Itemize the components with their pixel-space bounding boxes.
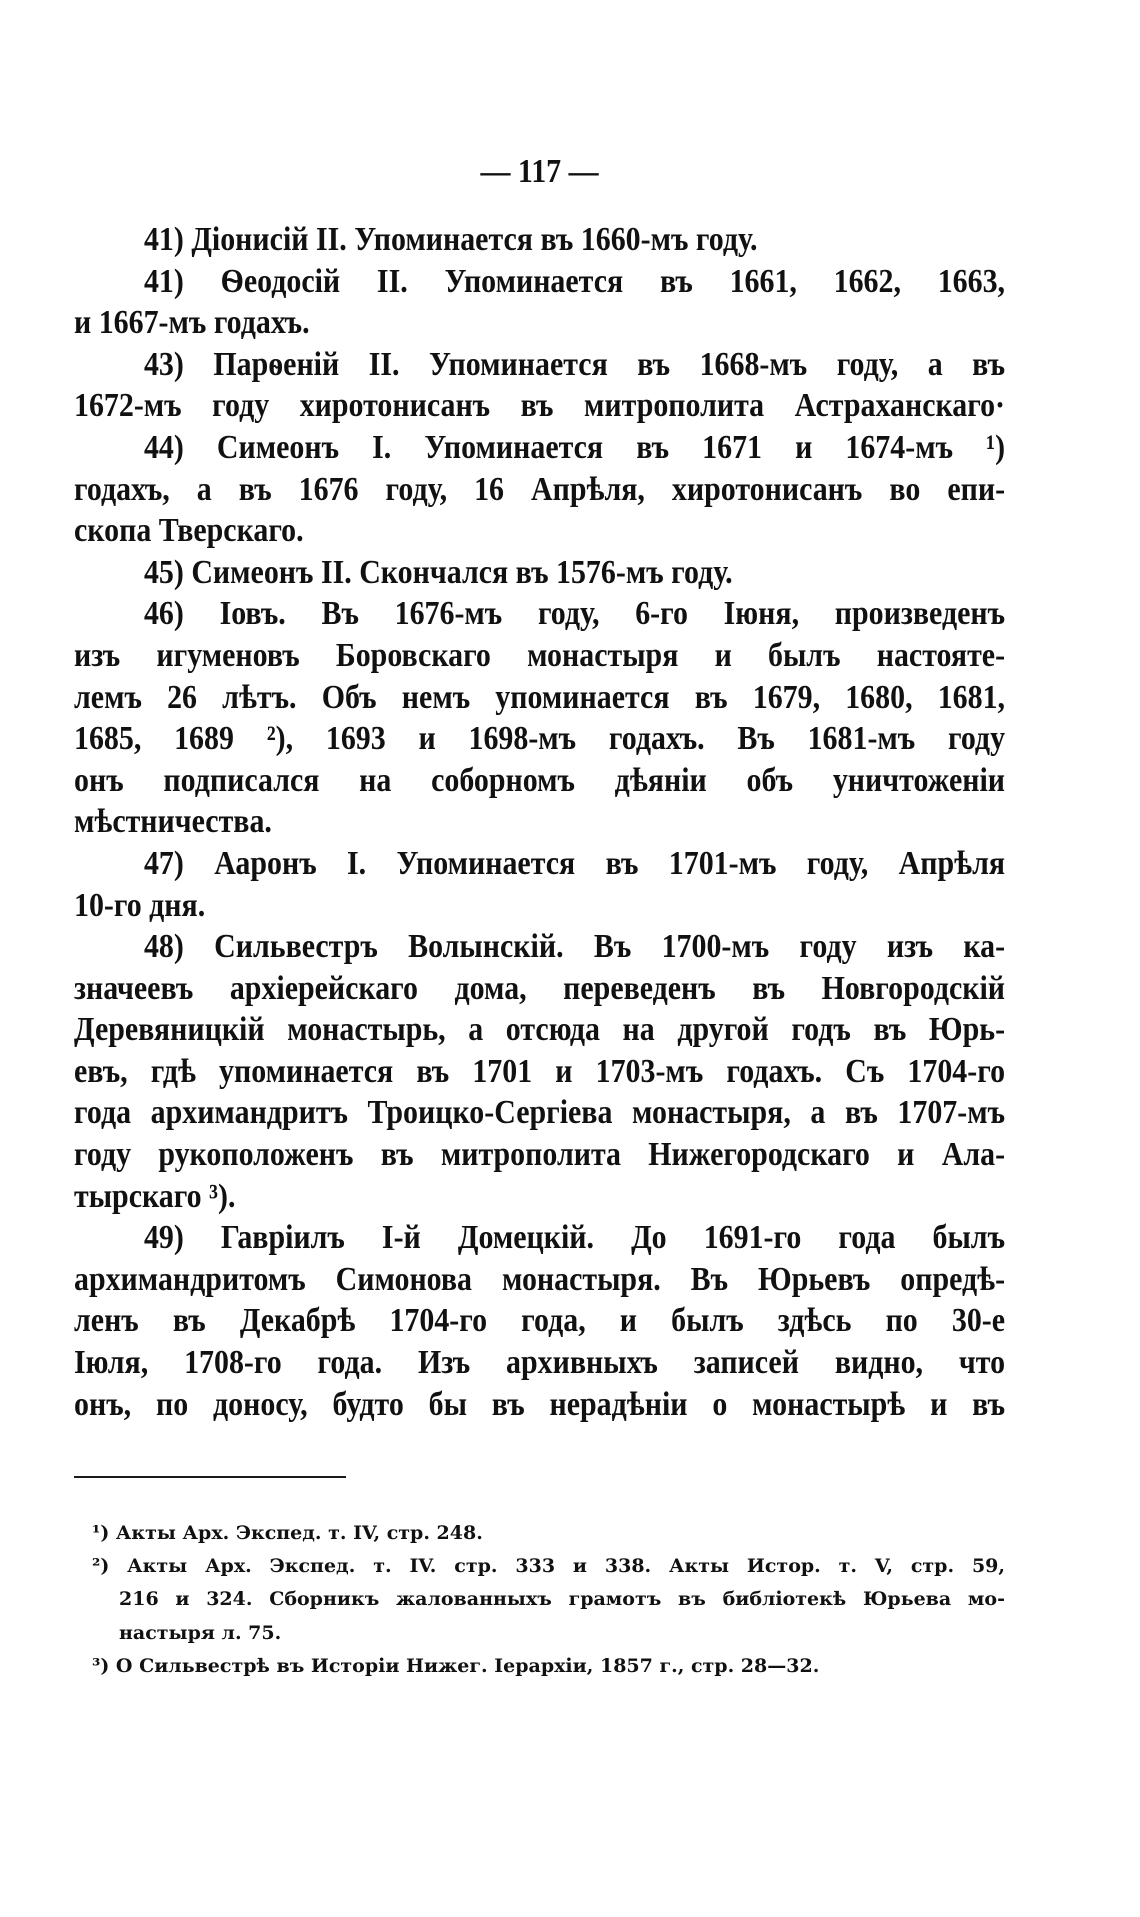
entry-49-gavriil <box>74 1217 1005 1425</box>
text-line: 41) Діонисій II. Упоминается въ 1660-мъ году. <box>143 221 758 258</box>
text-line: и 1667-мъ годахъ. <box>74 304 310 342</box>
entry-47-aaron <box>74 843 1005 926</box>
entry-43-parfeniy <box>74 344 1005 427</box>
entry-45-simeon-ii <box>74 552 1005 594</box>
footnotes <box>74 1517 1005 1683</box>
text-line: 47) Ааронъ I. Упоминается въ 1701-мъ году, Апрѣля <box>143 844 1006 882</box>
text-line: онъ, по доносу, будто бы въ нерадѣніи о монастырѣ и въ <box>74 1385 1006 1423</box>
text-line: мѣстничества. <box>74 803 272 841</box>
text-line: годахъ, а въ 1676 году, 16 Апрѣля, хиротонисанъ во епи- <box>74 470 1006 508</box>
text-line: 44) Симеонъ I. Упоминается въ 1671 и 1674-мъ ¹) <box>143 428 1006 466</box>
text-line: 46) Іовъ. Въ 1676-мъ году, 6-го Іюня, произведенъ <box>143 595 1006 633</box>
entry-46-iov <box>74 593 1005 843</box>
text-line: 10-го дня. <box>74 886 206 924</box>
entry-41-feodosiy <box>74 261 1005 344</box>
text-line: 45) Симеонъ II. Скончался въ 1576-мъ году. <box>143 553 733 591</box>
text-line: Деревяницкій монастырь, а отсюда на другой годъ въ Юрь- <box>74 1011 1006 1049</box>
text-line: скопа Тверскаго. <box>74 512 304 550</box>
text-line: значеевъ архіерейскаго дома, переведенъ въ Новгородскій <box>74 969 1006 1007</box>
text-line: онъ подписался на соборномъ дѣяніи объ уничтоженіи <box>74 761 1006 799</box>
text-line: Іюля, 1708-го года. Изъ архивныхъ записей видно, что <box>74 1344 1006 1382</box>
page-number: — 117 — <box>480 153 599 190</box>
text-line: ленъ въ Декабрѣ 1704-го года, и былъ здѣсь по 30-е <box>74 1302 1006 1340</box>
footnote-line: ³) О Сильвестрѣ въ Исторіи Нижег. Іерархіи, 1857 г., стр. 28—32. <box>92 1654 820 1677</box>
text-line: 41) Ѳеодосій II. Упоминается въ 1661, 1662, 1663, <box>143 262 1006 300</box>
entry-48-silvestr <box>74 926 1005 1217</box>
entry-44-simeon-i <box>74 427 1005 552</box>
footnote-line: ²) Акты Арх. Экспед. т. IV. стр. 333 и 338. Акты Истор. т. V, стр. 59, <box>92 1555 1005 1578</box>
text-line: архимандритомъ Симонова монастыря. Въ Юрьевъ опредѣ- <box>74 1260 1006 1298</box>
text-line: 1672-мъ году хиротонисанъ въ митрополита Астраханскаго· <box>74 387 1006 425</box>
footnote-line: 216 и 324. Сборникъ жалованныхъ грамотъ въ библіотекѣ Юрьева мо- <box>119 1588 1005 1611</box>
entry-41-dionisiy <box>74 219 1005 261</box>
text-line: 49) Гавріилъ I-й Домецкій. До 1691-го года былъ <box>143 1219 1006 1257</box>
text-line: 43) Парѳеній II. Упоминается въ 1668-мъ году, а въ <box>143 345 1006 383</box>
footnote-line: ¹) Акты Арх. Экспед. т. IV, стр. 248. <box>92 1522 483 1544</box>
text-line: лемъ 26 лѣтъ. Объ немъ упоминается въ 1679, 1680, 1681, <box>74 678 1006 716</box>
text-line: году рукоположенъ въ митрополита Нижегородскаго и Ала- <box>74 1136 1006 1174</box>
footnote-2 <box>74 1550 1005 1650</box>
text-line: 48) Сильвестръ Волынскій. Въ 1700-мъ году изъ ка- <box>143 928 1006 966</box>
footnote-line: настыря л. 75. <box>119 1621 282 1644</box>
text-line: года архимандритъ Троицко-Сергіева монастыря, а въ 1707-мъ <box>74 1094 1006 1132</box>
footnote-1 <box>74 1517 1005 1550</box>
footnote-separator <box>74 1476 346 1478</box>
text-line: изъ игуменовъ Боровскаго монастыря и былъ настояте- <box>74 636 1006 674</box>
footnote-3 <box>74 1650 1005 1683</box>
text-line: евъ, гдѣ упоминается въ 1701 и 1703-мъ годахъ. Съ 1704-го <box>74 1052 1006 1090</box>
main-text <box>74 219 1005 1425</box>
text-line: тырскаго ³). <box>74 1177 236 1215</box>
text-line: 1685, 1689 ²), 1693 и 1698-мъ годахъ. Въ 1681-мъ году <box>74 720 1006 758</box>
